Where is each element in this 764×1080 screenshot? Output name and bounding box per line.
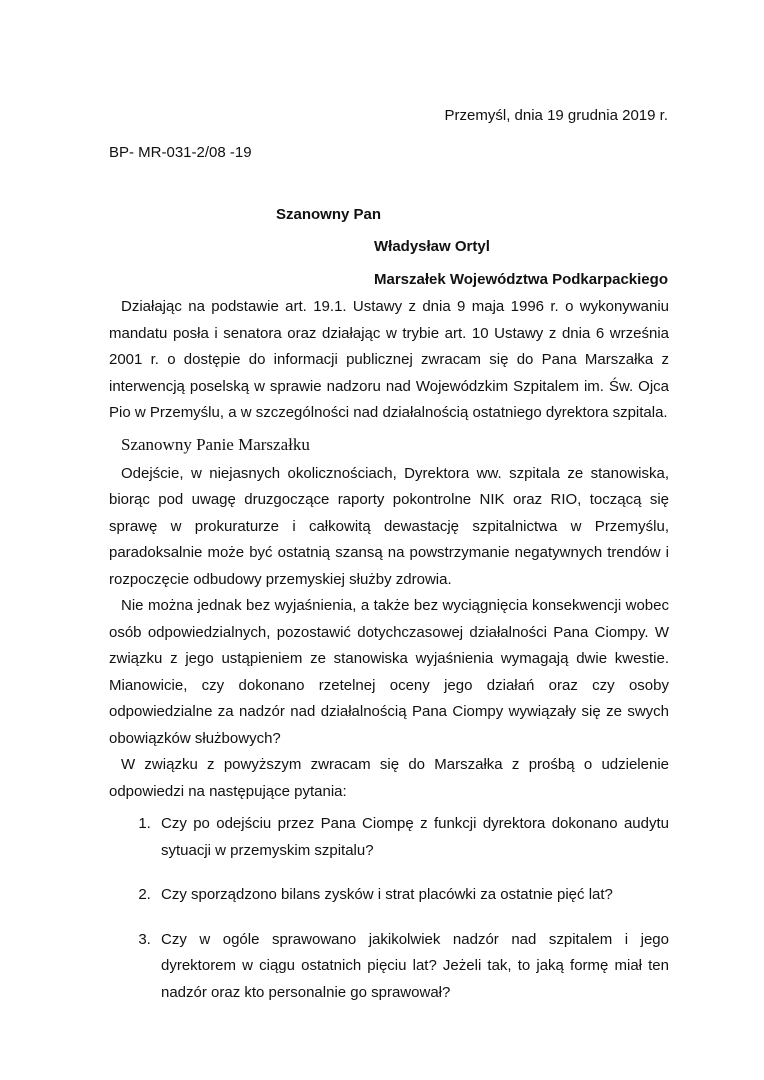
paragraph-3: W związku z powyższym zwracam się do Marszałka z prośbą o udzielenie odpowiedzi na następujące pytania: bbox=[109, 756, 669, 800]
addressee-title: Marszałek Województwa Podkarpackiego bbox=[374, 271, 668, 288]
greeting: Szanowny Panie Marszałku bbox=[121, 434, 310, 454]
paragraph-1: Odejście, w niejasnych okolicznościach, Dyrektora ww. szpitala ze stanowiska, biorąc pod uwagę druzgoczące raporty pokontrolne NIK oraz RIO, toczącą się sprawę w prokuraturze i całkowitą dewastację szpitalnictwa w Przemyślu, paradoksalnie może być ostatnią szansą na powstrzymanie negatywnych trendów i rozpoczęcie odbudowy przemyskiej służby zdrowia. bbox=[109, 464, 669, 588]
paragraph-2: Nie można jednak bez wyjaśnienia, a także bez wyciągnięcia konsekwencji wobec osób odpowiedzialnych, pozostawić dotychczasowej działalności Pana Ciompy. W związku z jego ustąpieniem ze stanowiska wyjaśnienia wymagają dwie kwestie. Mianowicie, czy dokonano rzetelnej oceny jego działań oraz czy osoby odpowiedzialne za nadzór nad działalnością Pana Ciompy wywiązały się ze swych obowiązków służbowych? bbox=[109, 597, 669, 747]
questions-list bbox=[109, 811, 669, 1006]
date-line: Przemyśl, dnia 19 grudnia 2019 r. bbox=[444, 107, 668, 124]
salutation-line-1: Szanowny Pan bbox=[276, 206, 382, 223]
question-item: 2. Czy sporządzono bilans zysków i strat placówki za ostatnie pięć lat? bbox=[155, 882, 669, 909]
letter-body bbox=[109, 294, 669, 1006]
question-item: 3. Czy w ogóle sprawowano jakikolwiek nadzór nad szpitalem i jego dyrektorem w ciągu ostatnich pięciu lat? Jeżeli tak, to jaką formę miał ten nadzór oraz kto personalnie go sprawował? bbox=[155, 927, 669, 1007]
reference-number: BP- MR-031-2/08 -19 bbox=[109, 144, 252, 161]
addressee-name: Władysław Ortyl bbox=[374, 238, 490, 255]
question-item: 1. Czy po odejściu przez Pana Ciompę z funkcji dyrektora dokonano audytu sytuacji w przemyskim szpitalu? bbox=[155, 811, 669, 864]
intro-paragraph: Działając na podstawie art. 19.1. Ustawy z dnia 9 maja 1996 r. o wykonywaniu mandatu posła i senatora oraz działając w trybie art. 10 Ustawy z dnia 6 września 2001 r. o dostępie do informacji publicznej zwracam się do Pana Marszałka z interwencją poselską w sprawie nadzoru nad Wojewódzkim Szpitalem im. Św. Ojca Pio w Przemyślu, a w szczególności nad działalnością ostatniego dyrektora szpitala. bbox=[109, 298, 669, 421]
